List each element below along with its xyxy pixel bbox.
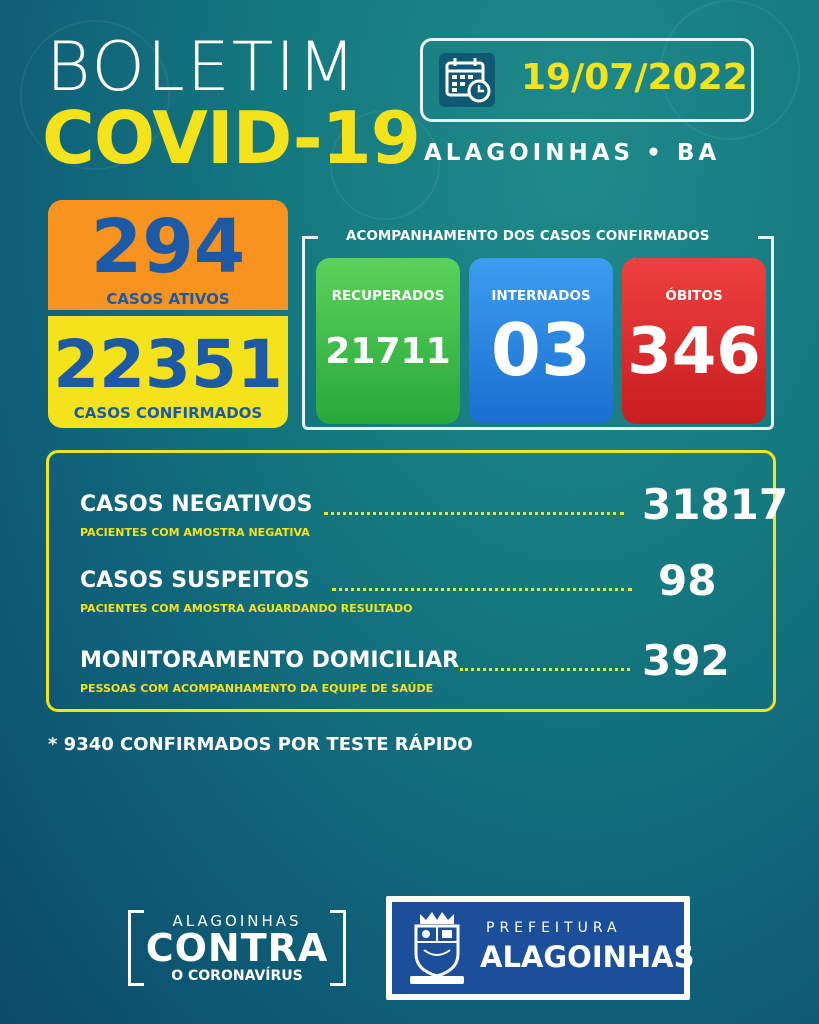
recovered-card: [316, 258, 460, 424]
suspected-cases-subtitle: PACIENTES COM AMOSTRA AGUARDANDO RESULTADO: [80, 602, 413, 615]
campaign-city: ALAGOINHAS: [172, 912, 302, 930]
follow-up-title: ACOMPANHAMENTO DOS CASOS CONFIRMADOS: [346, 228, 710, 244]
prefeitura-logo-panel: [392, 902, 695, 994]
city-label: ALAGOINHAS • BA: [424, 140, 721, 166]
dotted-leader: [460, 668, 630, 671]
negative-cases-subtitle: PACIENTES COM AMOSTRA NEGATIVA: [80, 526, 310, 539]
hospitalized-label: INTERNADOS: [491, 288, 591, 304]
active-cases-box: [48, 200, 288, 310]
home-monitoring-subtitle: PESSOAS COM ACOMPANHAMENTO DA EQUIPE DE SAÚDE: [80, 682, 434, 695]
deaths-card: [622, 258, 766, 424]
city-crest-icon: [406, 910, 468, 986]
campaign-logo: [128, 908, 346, 988]
confirmed-cases-label: CASOS CONFIRMADOS: [73, 404, 263, 422]
confirmed-cases-box: [48, 316, 288, 428]
deaths-label: ÓBITOS: [665, 288, 723, 304]
suspected-cases-value: 98: [658, 556, 717, 605]
hospitalized-card: [469, 258, 613, 424]
campaign-contra: CONTRA: [145, 926, 329, 970]
calendar-clock-icon: [439, 53, 495, 107]
date-box: [420, 38, 754, 122]
confirmed-cases-value: 22351: [53, 326, 283, 403]
active-cases-label: CASOS ATIVOS: [106, 290, 230, 308]
rapid-test-footnote: * 9340 CONFIRMADOS POR TESTE RÁPIDO: [48, 734, 473, 755]
deaths-value: 346: [627, 315, 761, 389]
home-monitoring-title: MONITORAMENTO DOMICILIAR: [80, 648, 460, 673]
bulletin-date: 19/07/2022: [521, 57, 748, 98]
recovered-value: 21711: [325, 331, 451, 372]
negative-cases-value: 31817: [642, 480, 789, 529]
negative-cases-title: CASOS NEGATIVOS: [80, 492, 313, 517]
recovered-label: RECUPERADOS: [331, 288, 445, 304]
active-cases-value: 294: [90, 204, 246, 290]
prefeitura-logo: [386, 896, 695, 1000]
prefeitura-label: PREFEITURA: [486, 920, 622, 936]
home-monitoring-value: 392: [642, 636, 730, 685]
campaign-coronavirus: O CORONAVÍRUS: [171, 968, 303, 984]
bulletin-title: BOLETIM: [46, 28, 358, 107]
dotted-leader: [332, 588, 632, 591]
dotted-leader: [324, 512, 624, 515]
covid-title: COVID-19: [42, 96, 420, 180]
hospitalized-value: 03: [490, 308, 592, 392]
suspected-cases-title: CASOS SUSPEITOS: [80, 568, 310, 593]
prefeitura-city: ALAGOINHAS: [480, 940, 695, 974]
